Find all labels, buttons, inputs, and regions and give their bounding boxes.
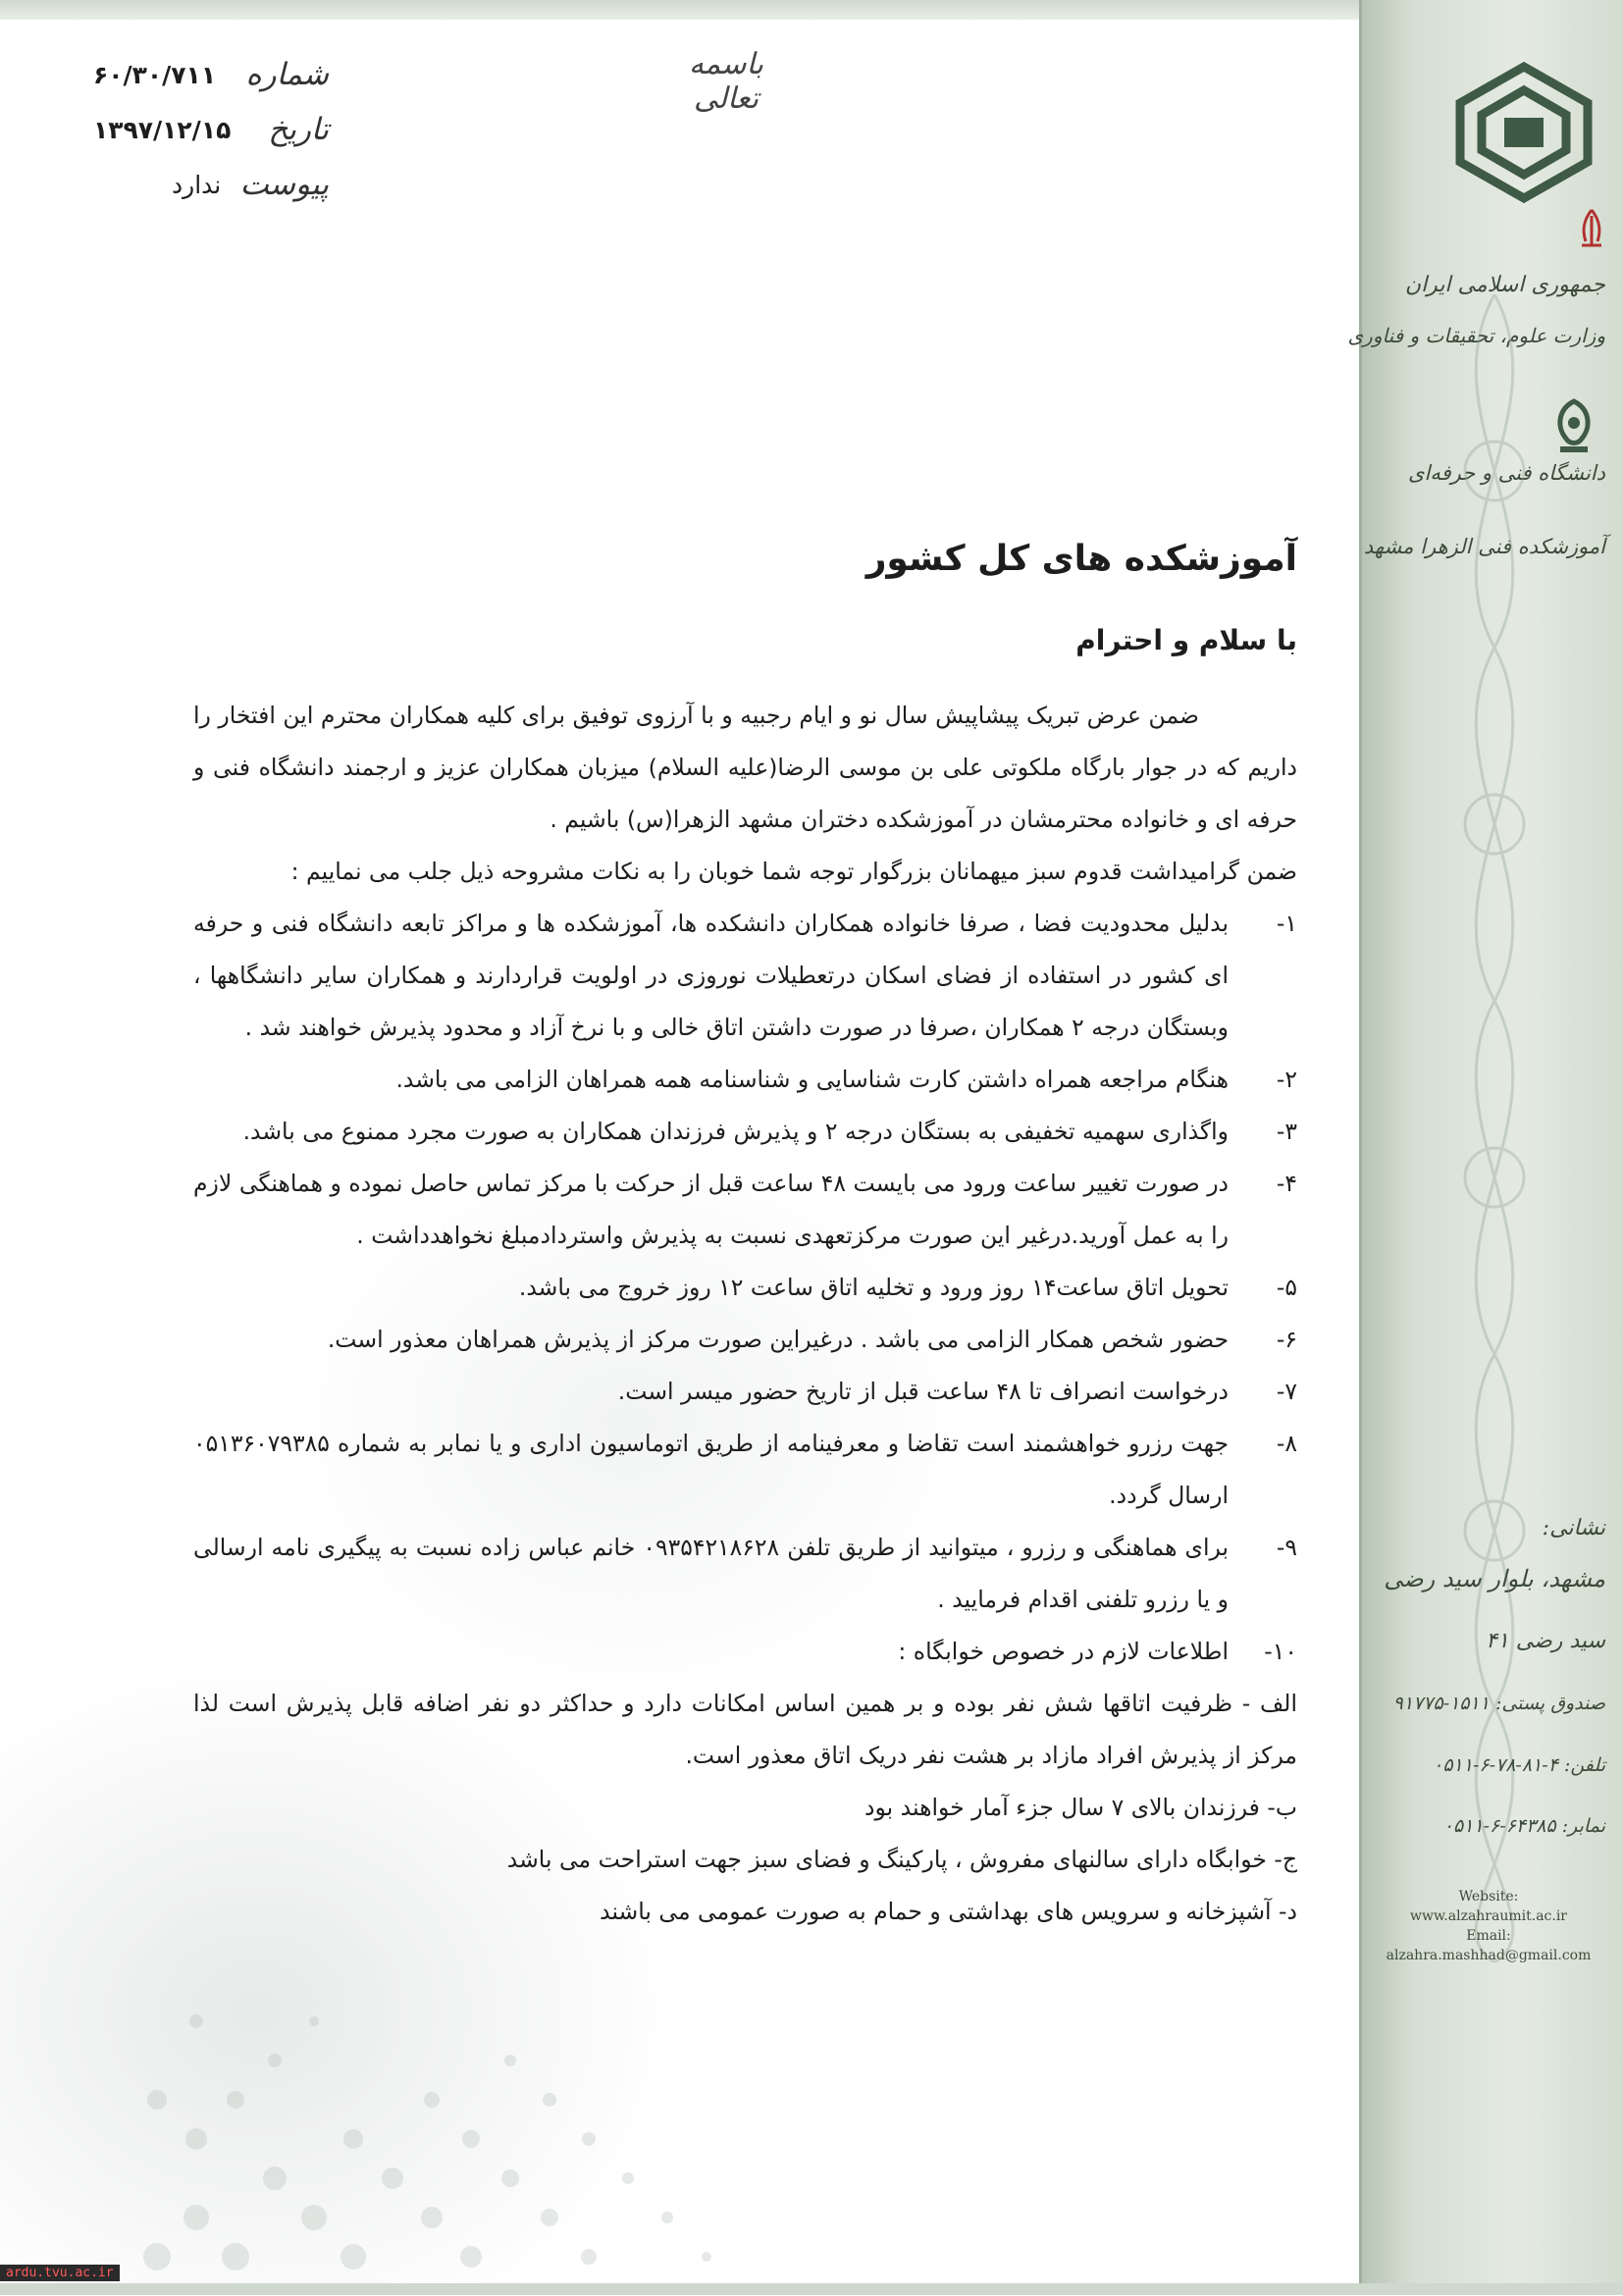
sidebar-pobox: صندوق پستی: ۱۵۱۱-۹۱۷۷۵ (1392, 1693, 1605, 1714)
letter-body (193, 525, 1297, 1938)
item-text: هنگام مراجعه همراه داشتن کارت شناسایی و شناسنامه همه همراهان الزامی می باشد. (395, 1066, 1229, 1093)
bismillah-heading: باسمه تعالی (688, 47, 764, 116)
bottom-border-strip (0, 2283, 1623, 2295)
item-text: بدلیل محدودیت فضا ، صرفا خانواده همکاران دانشکده ها، آموزشکده ها و مراکز تابعه دانشگاه فنی و حرفه ای کشور در استفاده از فضای اسکان درتعطیلات نوروزی در اولویت قراردارند و همکاران سایر دانشگاهها ، وبستگان درجه ۲ همکاران ،صرفا در صورت داشتن اتاق خالی و با نرخ آزاد و محدود پذیرش خواهند شد . (193, 910, 1229, 1041)
sidebar-country: جمهوری اسلامی ایران (1404, 273, 1605, 297)
intro-paragraph: ضمن عرض تبریک پیشاپیش سال نو و ایام رجبیه و با آرزوی توفیق برای کلیه همکاران محترم این افتخار را داریم که در جوار بارگاه ملکوتی علی بن موسی الرضا(علیه السلام) میزبان همکاران عزیز و ارجمند دانشگاه فنی و حرفه ای و خانواده محترمشان در آموزشکده دختران مشهد الزهرا(س) باشیم . (193, 702, 1297, 833)
list-item (193, 1262, 1297, 1314)
letter-recipient-title: آموزشکده های کل کشور (865, 539, 1297, 579)
letterhead-sidebar (1347, 0, 1623, 2295)
item-text: جهت رزرو خواهشمند است تقاضا و معرفینامه از طریق اتوماسیون اداری و یا نمابر به شماره ۰۵۱۳۶۰۷۹۳۸۵ ارسال گردد. (193, 1430, 1229, 1509)
list-item (193, 1054, 1297, 1106)
list-item (193, 1522, 1297, 1626)
sidebar-ministry: وزارت علوم، تحقیقات و فناوری (1347, 324, 1605, 347)
item-text: واگذاری سهمیه تخفیفی به بستگان درجه ۲ و پذیرش فرزندان همکاران به صورت مجرد ممنوع می باشد. (242, 1118, 1229, 1145)
sidebar-address-line1: مشهد، بلوار سید رضی (1384, 1565, 1605, 1592)
sidebar-website[interactable]: www.alzahraumit.ac.ir (1410, 1908, 1567, 1924)
item-number: ۸- (1276, 1430, 1297, 1457)
list-item (193, 1106, 1297, 1158)
item-text: درخواست انصراف تا ۴۸ ساعت قبل از تاریخ حضور میسر است. (617, 1378, 1229, 1405)
tvu-logo-icon (1450, 59, 1597, 206)
attachment-value: ندارد (172, 170, 222, 199)
item-number: ۹- (1276, 1534, 1297, 1561)
greeting: با سلام و احترام (1075, 624, 1297, 656)
item-text: اطلاعات لازم در خصوص خوابگاه : (898, 1638, 1229, 1665)
list-item (193, 1158, 1297, 1262)
item-text: تحویل اتاق ساعت۱۴ روز ورود و تخلیه اتاق ساعت ۱۲ روز خروج می باشد. (518, 1274, 1229, 1301)
list-item (193, 898, 1297, 1054)
notice-intro: ضمن گرامیداشت قدوم سبز میهمانان بزرگوار توجه شما خوبان را به نکات مشروحه ذیل جلب می نماییم : (290, 858, 1297, 885)
letter-metadata (93, 47, 329, 212)
sidebar-website-label: Website: (1458, 1889, 1519, 1905)
sidebar-university: دانشگاه فنی و حرفه‌ای (1408, 461, 1605, 485)
item-number: ۶- (1276, 1326, 1297, 1353)
item-number: ۲- (1276, 1066, 1297, 1093)
attachment-label: پیوست (239, 167, 329, 202)
number-label: شماره (245, 57, 329, 92)
item-number: ۵- (1276, 1274, 1297, 1301)
item-text: برای هماهنگی و رزرو ، میتوانید از طریق تلفن ۰۹۳۵۴۲۱۸۶۲۸ خانم عباس زاده نسبت به پیگیری نامه ارسالی و یا رزرو تلفنی اقدام فرمایید . (193, 1534, 1229, 1613)
letter-date: ۱۳۹۷/۱۲/۱۵ (93, 115, 232, 144)
dorm-subitem: ب- فرزندان بالای ۷ سال جزء آمار خواهند بود (864, 1794, 1297, 1821)
item-number: ۳- (1276, 1118, 1297, 1145)
list-item (193, 1626, 1297, 1678)
item-number: ۱- (1276, 910, 1297, 937)
sidebar-college: آموزشکده فنی الزهرا مشهد (1363, 535, 1605, 558)
sidebar-email[interactable]: alzahra.mashhad@gmail.com (1386, 1948, 1592, 1963)
item-number: ۷- (1276, 1378, 1297, 1405)
item-text: حضور شخص همکار الزامی می باشد . درغیراین صورت مرکز از پذیرش همراهان معذور است. (327, 1326, 1229, 1353)
sidebar-address-label: نشانی: (1542, 1516, 1605, 1540)
item-number: ۱۰- (1264, 1638, 1297, 1665)
number-row (93, 47, 329, 102)
sidebar-phone: تلفن: ۴-۸۱-۷۸-۶-۰۵۱۱ (1433, 1754, 1605, 1776)
dorm-subitem: الف - ظرفیت اتاقها شش نفر بوده و بر همین اساس امکانات دارد و حداکثر دو نفر اضافه قابل پذیرش است لذا مرکز از پذیرش افراد مازاد بر هشت نفر دریک اتاق معذور است. (193, 1690, 1297, 1769)
date-row (93, 102, 329, 157)
item-number: ۴- (1276, 1170, 1297, 1197)
source-url-watermark[interactable]: ardu.tvu.ac.ir (0, 2265, 120, 2281)
dorm-subitem: د- آشپزخانه و سرویس های بهداشتی و حمام به صورت عمومی می باشند (600, 1898, 1297, 1925)
item-text: در صورت تغییر ساعت ورود می بایست ۴۸ ساعت قبل از حرکت با مرکز تماس حاصل نموده و هماهنگی لازم را به عمل آورید.درغیر این صورت مرکزتعهدی نسبت به پذیرش واستردادمبلغ نخواهدداشت . (193, 1170, 1230, 1249)
list-item (193, 1418, 1297, 1522)
sidebar-address-line2: سید رضی ۴۱ (1486, 1629, 1605, 1653)
letter-number: ۶۰/۳۰/۷۱۱ (93, 60, 217, 89)
list-item (193, 1314, 1297, 1366)
list-item (193, 1366, 1297, 1418)
iran-emblem-icon (1568, 206, 1615, 253)
attachment-row (93, 157, 329, 212)
sidebar-email-label: Email: (1466, 1928, 1511, 1944)
dorm-subitem: ج- خوابگاه دارای سالنهای مفروش ، پارکینگ و فضای سبز جهت استراحت می باشد (506, 1846, 1297, 1873)
sidebar-fax: نمابر: ۶۴۳۸۵-۶-۰۵۱۱ (1442, 1815, 1605, 1837)
date-label: تاریخ (268, 112, 329, 147)
